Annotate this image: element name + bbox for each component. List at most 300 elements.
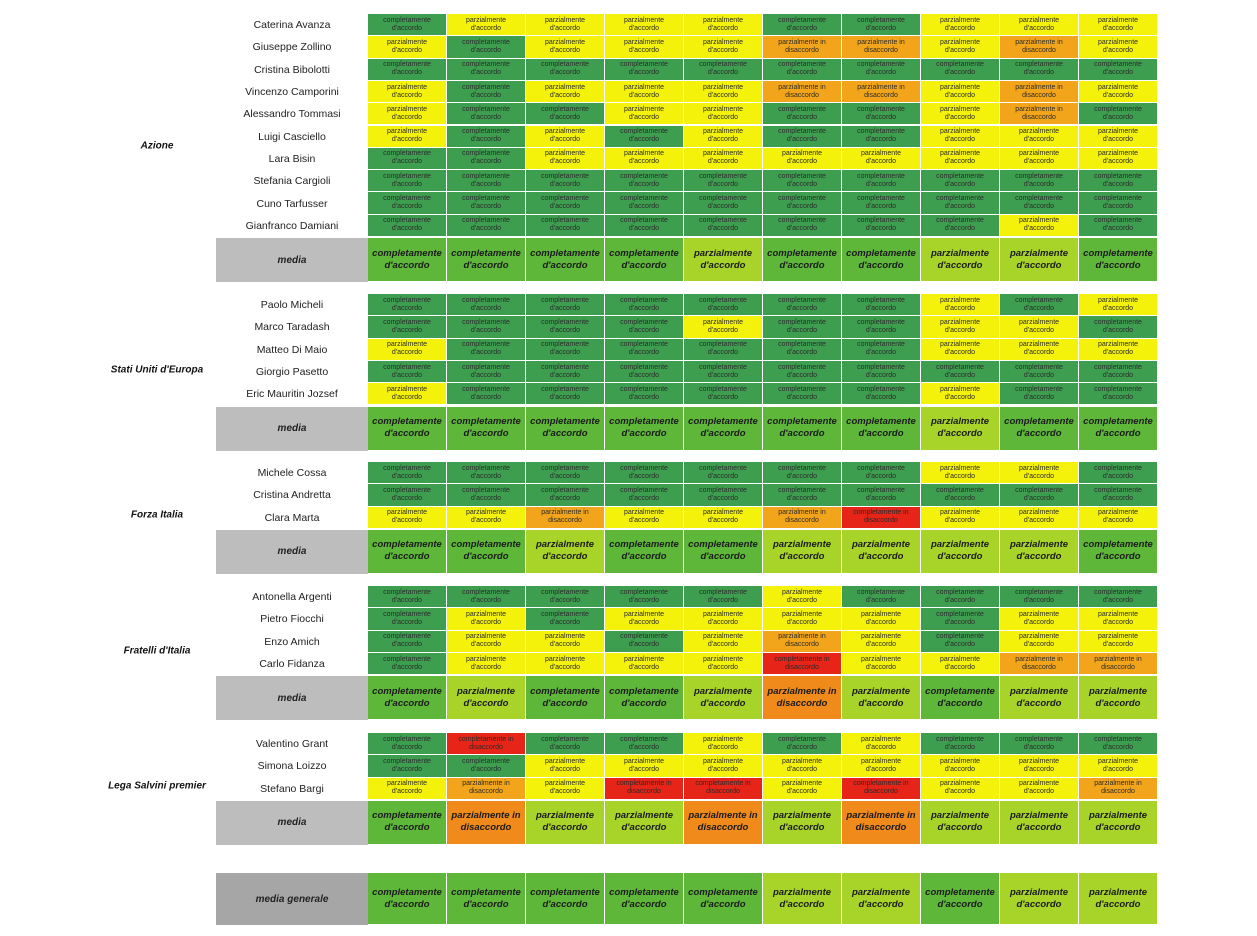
cell-text: completamente in disaccordo: [853, 780, 909, 796]
avg-cell: [763, 407, 842, 451]
response-cell: [1000, 631, 1079, 653]
cell-text: completamente d'accordo: [462, 38, 510, 54]
avg-cell: [921, 873, 1000, 925]
response-cell: [842, 170, 921, 192]
cell-text: parzialmente d'accordo: [781, 588, 823, 604]
candidate-name: Eric Mauritin Jozsef: [246, 388, 338, 401]
cell-text: completamente d'accordo: [778, 105, 826, 121]
cell-text: parzialmente d'accordo: [544, 128, 586, 144]
response-cell: [526, 586, 605, 608]
cell-text: parzialmente in disaccordo: [1094, 655, 1142, 671]
cell-text: parzialmente d'accordo: [456, 685, 516, 709]
response-cell: [605, 148, 684, 170]
response-cell: [526, 14, 605, 36]
response-cell: [921, 14, 1000, 36]
cell-text: completamente d'accordo: [699, 486, 747, 502]
response-cell: [763, 148, 842, 170]
cell-text: completamente d'accordo: [699, 61, 747, 77]
response-cell: [1000, 733, 1079, 755]
cell-text: completamente d'accordo: [1094, 195, 1142, 211]
avg-cell: [605, 676, 684, 720]
cell-text: completamente d'accordo: [462, 83, 510, 99]
cell-text: completamente d'accordo: [936, 195, 984, 211]
response-cell: [684, 192, 763, 214]
cell-text: completamente d'accordo: [857, 464, 905, 480]
avg-cell: [605, 407, 684, 451]
cell-text: completamente d'accordo: [857, 486, 905, 502]
cell-text: completamente d'accordo: [609, 886, 679, 910]
cell-text: completamente d'accordo: [620, 296, 668, 312]
response-cell: [921, 59, 1000, 81]
cell-text: parzialmente d'accordo: [860, 735, 902, 751]
candidate-name: Antonella Argenti: [252, 591, 332, 604]
response-cell: [526, 148, 605, 170]
cell-text: completamente d'accordo: [462, 464, 510, 480]
media-label: media: [216, 238, 368, 282]
avg-cell: [684, 873, 763, 925]
cell-text: completamente d'accordo: [1015, 385, 1063, 401]
cell-text: completamente in disaccordo: [695, 780, 751, 796]
cell-text: completamente d'accordo: [1094, 318, 1142, 334]
response-cell: [1079, 608, 1158, 630]
cell-text: completamente d'accordo: [372, 886, 442, 910]
avg-cell: [763, 530, 842, 574]
avg-cell: [605, 873, 684, 925]
cell-text: parzialmente d'accordo: [544, 757, 586, 773]
cell-text: parzialmente d'accordo: [1097, 296, 1139, 312]
cell-text: completamente in disaccordo: [774, 655, 830, 671]
cell-text: completamente d'accordo: [846, 416, 916, 439]
response-cell: [921, 383, 1000, 405]
response-cell: [1079, 778, 1158, 800]
candidate-name: Cristina Andretta: [253, 489, 331, 502]
response-cell: [605, 316, 684, 338]
response-cell: [368, 462, 447, 484]
response-cell: [842, 383, 921, 405]
avg-cell: [763, 873, 842, 925]
response-cell: [526, 126, 605, 148]
cell-text: completamente d'accordo: [1094, 735, 1142, 751]
avg-cell: [368, 238, 447, 282]
cell-text: completamente d'accordo: [541, 318, 589, 334]
response-cell: [1000, 14, 1079, 36]
response-cell: [526, 778, 605, 800]
response-cell: [763, 507, 842, 529]
candidate-name: Simona Loizzo: [257, 760, 327, 773]
cell-text: parzialmente d'accordo: [1018, 464, 1060, 480]
response-cell: [447, 192, 526, 214]
avg-cell: [447, 873, 526, 925]
response-cell: [368, 733, 447, 755]
response-cell: [1000, 653, 1079, 675]
response-cell: [921, 608, 1000, 630]
media-label: media: [216, 530, 368, 574]
response-cell: [763, 733, 842, 755]
cell-text: parzialmente d'accordo: [860, 757, 902, 773]
avg-cell: [684, 676, 763, 720]
cell-text: completamente d'accordo: [383, 655, 431, 671]
response-cell: [1079, 126, 1158, 148]
response-cell: [526, 192, 605, 214]
response-cell: [447, 103, 526, 125]
cell-text: completamente d'accordo: [530, 416, 600, 439]
response-cell: [842, 36, 921, 58]
cell-text: completamente d'accordo: [846, 247, 916, 271]
response-cell: [1000, 755, 1079, 777]
response-cell: [368, 14, 447, 36]
cell-text: completamente d'accordo: [383, 757, 431, 773]
cell-text: completamente d'accordo: [1083, 539, 1153, 563]
cell-text: completamente d'accordo: [462, 588, 510, 604]
cell-text: completamente d'accordo: [541, 105, 589, 121]
response-cell: [842, 462, 921, 484]
candidate-name: Stefania Cargioli: [253, 175, 331, 188]
response-cell: [368, 215, 447, 237]
cell-text: completamente d'accordo: [541, 61, 589, 77]
response-cell: [1000, 215, 1079, 237]
response-cell: [763, 339, 842, 361]
response-cell: [684, 36, 763, 58]
cell-text: completamente d'accordo: [936, 735, 984, 751]
avg-cell: [1000, 801, 1079, 845]
party-label: Forza Italia: [130, 509, 184, 521]
response-cell: [605, 608, 684, 630]
response-cell: [921, 148, 1000, 170]
avg-cell: [684, 407, 763, 451]
cell-text: parzialmente d'accordo: [1097, 610, 1139, 626]
response-cell: [1000, 148, 1079, 170]
avg-cell: [447, 676, 526, 720]
response-cell: [1079, 631, 1158, 653]
cell-text: completamente d'accordo: [699, 217, 747, 233]
candidate-name: Cuno Tarfusser: [256, 197, 328, 210]
cell-text: parzialmente d'accordo: [535, 810, 595, 834]
party-label: Fratelli d'Italia: [123, 645, 191, 657]
cell-text: parzialmente d'accordo: [702, 128, 744, 144]
response-cell: [605, 484, 684, 506]
cell-text: completamente d'accordo: [1094, 486, 1142, 502]
response-cell: [1000, 586, 1079, 608]
response-cell: [684, 170, 763, 192]
cell-text: completamente d'accordo: [541, 195, 589, 211]
cell-text: completamente d'accordo: [462, 172, 510, 188]
response-cell: [1079, 215, 1158, 237]
cell-text: parzialmente d'accordo: [702, 655, 744, 671]
cell-text: completamente d'accordo: [383, 588, 431, 604]
cell-text: completamente d'accordo: [620, 486, 668, 502]
response-cell: [1079, 586, 1158, 608]
response-cell: [526, 383, 605, 405]
response-cell: [842, 778, 921, 800]
cell-text: completamente d'accordo: [1015, 296, 1063, 312]
cell-text: parzialmente d'accordo: [1009, 886, 1069, 910]
cell-text: parzialmente d'accordo: [939, 38, 981, 54]
response-cell: [605, 778, 684, 800]
cell-text: completamente d'accordo: [372, 416, 442, 439]
cell-text: completamente d'accordo: [462, 757, 510, 773]
cell-text: completamente d'accordo: [857, 318, 905, 334]
cell-text: parzialmente d'accordo: [1097, 757, 1139, 773]
cell-text: parzialmente d'accordo: [772, 810, 832, 834]
candidate-name: Stefano Bargi: [260, 782, 324, 795]
avg-cell: [763, 238, 842, 282]
cell-text: completamente d'accordo: [541, 610, 589, 626]
cell-text: completamente d'accordo: [462, 296, 510, 312]
response-cell: [842, 192, 921, 214]
cell-text: parzialmente d'accordo: [1018, 780, 1060, 796]
cell-text: parzialmente in disaccordo: [857, 83, 905, 99]
response-cell: [921, 192, 1000, 214]
cell-text: completamente d'accordo: [778, 341, 826, 357]
response-cell: [447, 586, 526, 608]
response-cell: [763, 192, 842, 214]
candidate-name: Giuseppe Zollino: [252, 41, 332, 54]
cell-text: completamente d'accordo: [530, 886, 600, 910]
avg-cell: [921, 801, 1000, 845]
response-cell: [368, 653, 447, 675]
avg-cell: [1079, 407, 1158, 451]
response-cell: [1079, 14, 1158, 36]
response-cell: [368, 126, 447, 148]
cell-text: completamente d'accordo: [857, 105, 905, 121]
response-cell: [368, 383, 447, 405]
avg-cell: [1079, 801, 1158, 845]
cell-text: completamente d'accordo: [778, 385, 826, 401]
cell-text: parzialmente d'accordo: [1097, 83, 1139, 99]
response-cell: [526, 631, 605, 653]
cell-text: parzialmente d'accordo: [702, 38, 744, 54]
response-cell: [526, 170, 605, 192]
cell-text: parzialmente d'accordo: [544, 780, 586, 796]
response-cell: [605, 294, 684, 316]
avg-cell: [1079, 238, 1158, 282]
cell-text: completamente d'accordo: [383, 735, 431, 751]
avg-cell: [526, 873, 605, 925]
cell-text: completamente d'accordo: [620, 128, 668, 144]
cell-text: parzialmente d'accordo: [702, 509, 744, 525]
cell-text: completamente d'accordo: [372, 685, 442, 709]
response-cell: [447, 170, 526, 192]
response-cell: [684, 733, 763, 755]
cell-text: completamente d'accordo: [778, 318, 826, 334]
cell-text: parzialmente in disaccordo: [1015, 105, 1063, 121]
cell-text: parzialmente d'accordo: [1018, 757, 1060, 773]
cell-text: parzialmente d'accordo: [1097, 16, 1139, 32]
response-cell: [605, 170, 684, 192]
response-cell: [842, 148, 921, 170]
cell-text: parzialmente d'accordo: [781, 780, 823, 796]
cell-text: completamente d'accordo: [462, 128, 510, 144]
response-cell: [921, 733, 1000, 755]
cell-text: parzialmente d'accordo: [465, 509, 507, 525]
response-cell: [1079, 170, 1158, 192]
response-cell: [368, 294, 447, 316]
avg-cell: [763, 676, 842, 720]
cell-text: completamente d'accordo: [936, 217, 984, 233]
avg-cell: [1079, 873, 1158, 925]
cell-text: completamente d'accordo: [699, 195, 747, 211]
cell-text: completamente d'accordo: [620, 385, 668, 401]
cell-text: completamente d'accordo: [609, 416, 679, 439]
cell-text: completamente d'accordo: [541, 363, 589, 379]
response-cell: [1079, 59, 1158, 81]
cell-text: completamente d'accordo: [1015, 172, 1063, 188]
cell-text: parzialmente d'accordo: [386, 128, 428, 144]
cell-text: parzialmente d'accordo: [1018, 128, 1060, 144]
response-cell: [605, 631, 684, 653]
cell-text: parzialmente d'accordo: [860, 610, 902, 626]
cell-text: parzialmente d'accordo: [386, 83, 428, 99]
cell-text: parzialmente d'accordo: [1018, 16, 1060, 32]
response-cell: [684, 81, 763, 103]
cell-text: parzialmente d'accordo: [693, 247, 753, 271]
response-cell: [842, 126, 921, 148]
response-cell: [763, 383, 842, 405]
response-cell: [605, 462, 684, 484]
response-cell: [921, 755, 1000, 777]
cell-text: parzialmente d'accordo: [702, 16, 744, 32]
response-cell: [1000, 462, 1079, 484]
cell-text: completamente d'accordo: [620, 735, 668, 751]
response-cell: [368, 339, 447, 361]
response-cell: [368, 192, 447, 214]
cell-text: parzialmente d'accordo: [781, 757, 823, 773]
response-cell: [763, 36, 842, 58]
cell-text: parzialmente d'accordo: [623, 610, 665, 626]
cell-text: parzialmente in disaccordo: [1015, 655, 1063, 671]
response-cell: [684, 103, 763, 125]
cell-text: parzialmente d'accordo: [614, 810, 674, 834]
response-cell: [763, 778, 842, 800]
response-cell: [763, 215, 842, 237]
cell-text: parzialmente d'accordo: [930, 810, 990, 834]
cell-text: completamente d'accordo: [857, 385, 905, 401]
response-cell: [763, 361, 842, 383]
cell-text: parzialmente d'accordo: [623, 16, 665, 32]
response-cell: [447, 339, 526, 361]
cell-text: parzialmente d'accordo: [702, 735, 744, 751]
cell-text: completamente d'accordo: [462, 61, 510, 77]
response-cell: [447, 14, 526, 36]
cell-text: parzialmente d'accordo: [386, 341, 428, 357]
cell-text: parzialmente d'accordo: [930, 247, 990, 271]
response-cell: [447, 507, 526, 529]
cell-text: parzialmente d'accordo: [465, 633, 507, 649]
cell-text: completamente d'accordo: [462, 363, 510, 379]
response-cell: [1000, 192, 1079, 214]
response-cell: [1079, 383, 1158, 405]
avg-cell: [842, 530, 921, 574]
avg-cell: [684, 238, 763, 282]
response-cell: [447, 733, 526, 755]
cell-text: completamente d'accordo: [383, 318, 431, 334]
response-cell: [368, 170, 447, 192]
cell-text: completamente d'accordo: [936, 633, 984, 649]
avg-cell: [447, 801, 526, 845]
cell-text: parzialmente d'accordo: [851, 539, 911, 563]
cell-text: parzialmente d'accordo: [1018, 217, 1060, 233]
response-cell: [842, 361, 921, 383]
response-cell: [526, 361, 605, 383]
response-cell: [605, 339, 684, 361]
cell-text: completamente d'accordo: [451, 539, 521, 563]
cell-text: parzialmente d'accordo: [623, 38, 665, 54]
response-cell: [447, 778, 526, 800]
response-cell: [1079, 733, 1158, 755]
cell-text: parzialmente d'accordo: [702, 105, 744, 121]
cell-text: parzialmente d'accordo: [544, 38, 586, 54]
candidate-name: Lara Bisin: [268, 152, 316, 165]
cell-text: parzialmente d'accordo: [623, 655, 665, 671]
cell-text: parzialmente d'accordo: [535, 539, 595, 563]
response-cell: [684, 653, 763, 675]
response-cell: [1079, 484, 1158, 506]
cell-text: completamente d'accordo: [372, 247, 442, 271]
response-cell: [605, 126, 684, 148]
response-cell: [1000, 103, 1079, 125]
response-cell: [605, 383, 684, 405]
response-cell: [684, 339, 763, 361]
response-cell: [447, 294, 526, 316]
response-cell: [526, 462, 605, 484]
avg-cell: [684, 530, 763, 574]
cell-text: completamente d'accordo: [620, 633, 668, 649]
cell-text: parzialmente in disaccordo: [462, 780, 510, 796]
avg-cell: [921, 238, 1000, 282]
party-label: Lega Salvini premier: [108, 780, 206, 792]
cell-text: parzialmente d'accordo: [939, 318, 981, 334]
response-cell: [763, 294, 842, 316]
response-cell: [1079, 361, 1158, 383]
cell-text: parzialmente d'accordo: [1097, 150, 1139, 166]
response-cell: [526, 215, 605, 237]
response-cell: [526, 339, 605, 361]
avg-cell: [921, 407, 1000, 451]
avg-cell: [526, 407, 605, 451]
response-cell: [1079, 81, 1158, 103]
cell-text: completamente d'accordo: [699, 172, 747, 188]
avg-cell: [368, 873, 447, 925]
response-cell: [368, 148, 447, 170]
candidate-name: Pietro Fiocchi: [260, 613, 324, 626]
cell-text: parzialmente d'accordo: [386, 385, 428, 401]
cell-text: parzialmente d'accordo: [623, 509, 665, 525]
cell-text: parzialmente in disaccordo: [778, 83, 826, 99]
response-cell: [526, 507, 605, 529]
cell-text: completamente d'accordo: [936, 61, 984, 77]
response-cell: [1079, 653, 1158, 675]
response-cell: [684, 462, 763, 484]
response-cell: [1079, 192, 1158, 214]
party-label: Azione: [140, 140, 174, 151]
cell-text: parzialmente d'accordo: [939, 757, 981, 773]
cell-text: completamente d'accordo: [699, 341, 747, 357]
response-cell: [1079, 316, 1158, 338]
cell-text: parzialmente d'accordo: [939, 296, 981, 312]
response-cell: [921, 361, 1000, 383]
response-cell: [447, 59, 526, 81]
cell-text: parzialmente d'accordo: [939, 341, 981, 357]
candidate-name: Luigi Casciello: [258, 130, 326, 143]
response-cell: [921, 103, 1000, 125]
cell-text: completamente d'accordo: [609, 685, 679, 709]
cell-text: completamente in disaccordo: [458, 735, 514, 751]
avg-cell: [921, 676, 1000, 720]
response-cell: [684, 361, 763, 383]
response-cell: [1079, 462, 1158, 484]
cell-text: parzialmente d'accordo: [930, 539, 990, 563]
cell-text: parzialmente d'accordo: [544, 655, 586, 671]
